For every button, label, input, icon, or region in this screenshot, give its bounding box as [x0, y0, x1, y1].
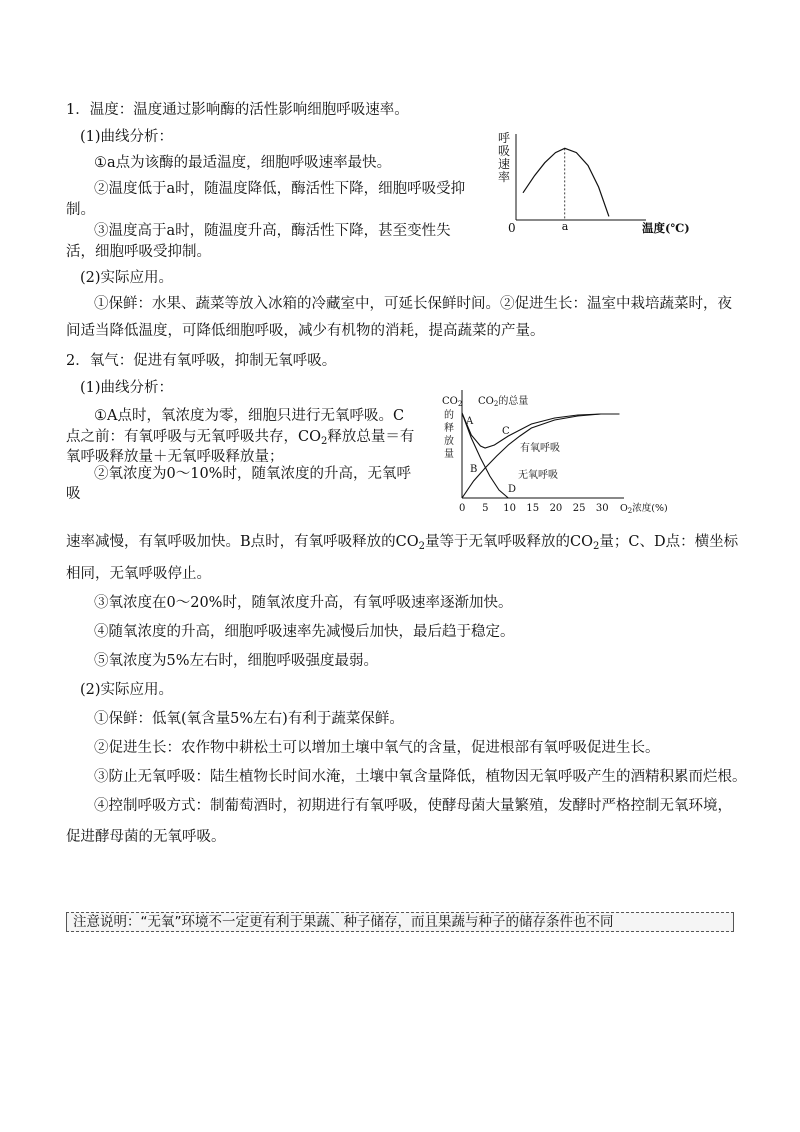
section1-subheading-curve: (1)曲线分析： [80, 129, 174, 145]
section1-point-c-line2: 活，细胞呼吸受抑制。 [66, 244, 211, 260]
chart1-curve [523, 148, 609, 216]
section2-application-b: ②促进生长：农作物中耕松土可以增加土壤中氧气的含量，促进根部有氧呼吸促进生长。 [94, 740, 660, 756]
temperature-respiration-chart [494, 126, 720, 238]
section2-heading: 2．氧气：促进有氧呼吸，抑制无氧呼吸。 [66, 353, 337, 369]
section1-subheading-application: (2)实际应用。 [80, 270, 174, 286]
chart2-x-tick: 5 [482, 503, 489, 514]
chart2-x-tick: 0 [459, 503, 466, 514]
chart2-point-C: C [502, 426, 510, 437]
chart1-xlabel: 温度(℃) [642, 221, 690, 235]
note-text: 注意说明：“无氧”环境不一定更有利于果蔬、种子储存，而且果蔬与种子的储存条件也不同 [73, 914, 614, 930]
section2-point-e: ⑤氧浓度为5%左右时，细胞呼吸强度最弱。 [94, 653, 379, 669]
section1-point-c-line1: ③温度高于a时，随温度升高，酶活性下降，甚至变性失 [94, 223, 451, 239]
chart2-x-tick: 25 [572, 503, 586, 514]
section2-point-a-line1: ①A点时，氧浓度为零，细胞只进行无氧呼吸。C [94, 408, 405, 424]
section2-application-d-line2: 促进酵母菌的无氧呼吸。 [66, 829, 226, 845]
chart2-xlabel: $O_2$浓度(%) [620, 503, 668, 515]
chart2-ylabel-rest: 的释放量 [444, 410, 454, 460]
chart2-aerobic-label: 有氧呼吸 [520, 443, 560, 454]
oxygen-respiration-chart [440, 384, 680, 516]
chart2-x-tick: 10 [503, 503, 517, 514]
section2-point-d: ④随氧浓度的升高，细胞呼吸速率先减慢后加快，最后趋于稳定。 [94, 624, 515, 640]
section1-heading: 1．温度：温度通过影响酶的活性影响细胞呼吸速率。 [66, 102, 409, 118]
chart1-origin-label: 0 [508, 221, 516, 235]
section1-point-b-line1: ②温度低于a时，随温度降低，酶活性下降，细胞呼吸受抑 [94, 181, 466, 197]
section2-subheading-curve: (1)曲线分析： [80, 380, 174, 396]
chart2-x-tick: 15 [526, 503, 540, 514]
chart2-point-A: A [466, 416, 474, 427]
chart2-total-label: $CO_2$的总量 [478, 396, 529, 408]
section2-point-a-line3: 氧呼吸释放量＋无氧呼吸释放量； [66, 449, 284, 465]
chart2-ylabel: $CO_2$ [442, 396, 463, 408]
section2-application-d-line1: ④控制呼吸方式：制葡萄酒时，初期进行有氧呼吸，使酵母菌大量繁殖，发酵时严格控制无氧环境， [94, 798, 732, 814]
section1-application-line2: 间适当降低温度，可降低细胞呼吸，减少有机物的消耗，提高蔬菜的产量。 [66, 323, 545, 339]
chart2-anaerobic-label: 无氧呼吸 [518, 470, 558, 481]
section1-application-line1: ①保鲜：水果、蔬菜等放入冰箱的冷藏室中，可延长保鲜时间。②促进生长：温室中栽培蔬菜时，夜 [94, 296, 732, 312]
chart2-point-D: D [508, 484, 517, 495]
note-box [66, 912, 734, 932]
section2-point-a-line2: 点之前：有氧呼吸与无氧呼吸共存，$CO_2$释放总量＝有 [66, 429, 415, 447]
chart2-point-B: B [470, 464, 478, 475]
section2-application-a: ①保鲜：低氧(氧含量5%左右)有利于蔬菜保鲜。 [94, 711, 404, 727]
chart2-aerobic-curve [462, 414, 619, 498]
section2-point-b-line2: 吸 [66, 486, 81, 502]
chart1-ylabel: 呼吸速率 [498, 131, 511, 184]
chart1-peak-label: a [561, 220, 569, 233]
section2-point-b-line4: 相同，无氧呼吸停止。 [66, 566, 211, 582]
chart2-x-tick: 20 [549, 503, 563, 514]
section1-point-a: ①a点为该酶的最适温度，细胞呼吸速率最快。 [94, 155, 392, 171]
section1-point-b-line2: 制。 [66, 202, 95, 218]
section2-subheading-application: (2)实际应用。 [80, 682, 174, 698]
section2-point-c: ③氧浓度在0～20%时，随氧浓度升高，有氧呼吸速率逐渐加快。 [94, 595, 513, 611]
chart2-x-tick: 30 [595, 503, 609, 514]
section2-application-c: ③防止无氧呼吸：陆生植物长时间水淹，土壤中氧含量降低，植物因无氧呼吸产生的酒精积累而烂根。 [94, 769, 747, 785]
section2-point-b-line3: 速率减慢，有氧呼吸加快。B点时，有氧呼吸释放的$CO_2$量等于无氧呼吸释放的$CO_2$量；C、D点：横坐标 [66, 534, 739, 552]
section2-point-b-line1: ②氧浓度为0～10%时，随氧浓度的升高，无氧呼 [94, 466, 411, 482]
